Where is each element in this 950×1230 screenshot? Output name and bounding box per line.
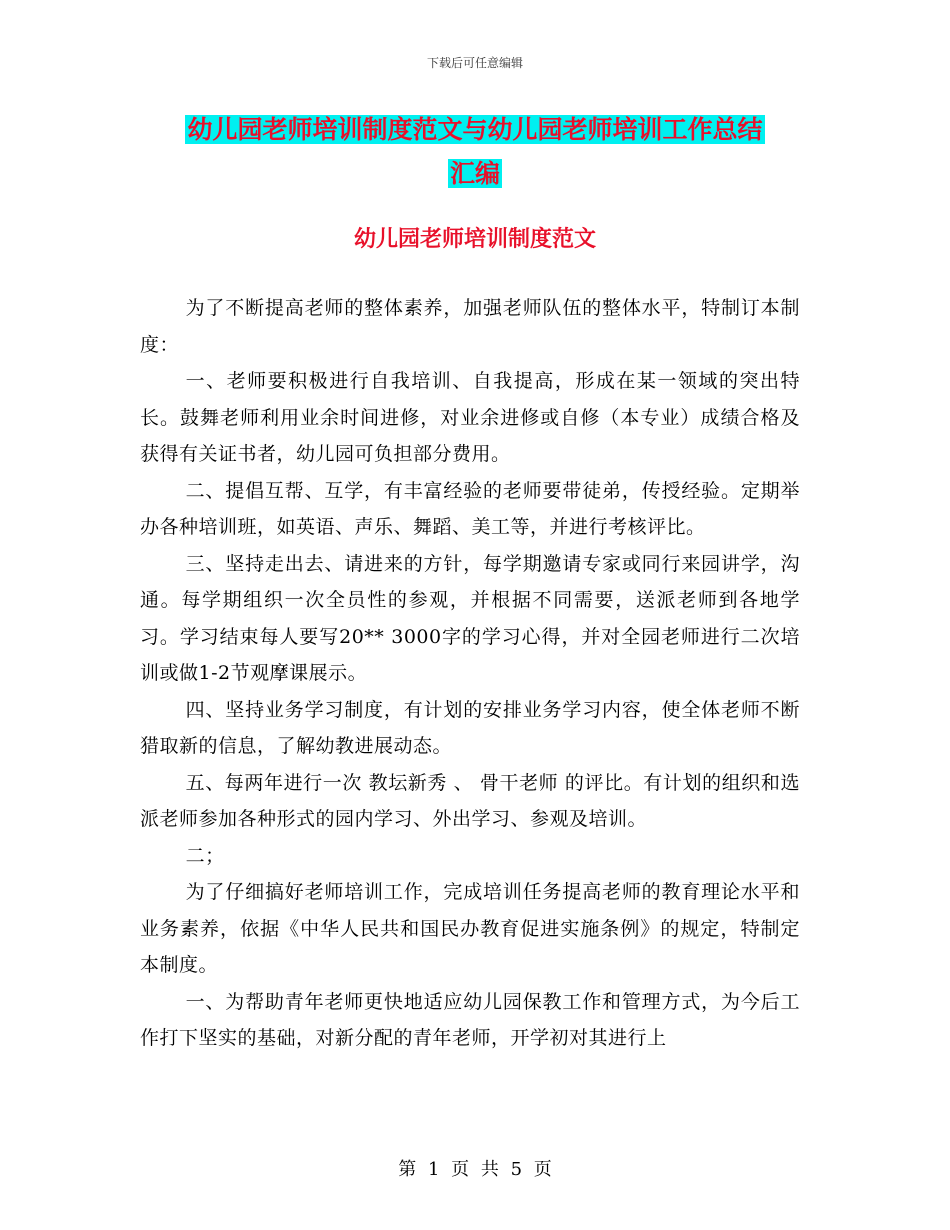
page-header-note: 下载后可任意编辑	[426, 56, 523, 70]
paragraph-part-2-heading: 二；	[185, 844, 225, 867]
document-title-line-1: 幼儿园老师培训制度范文与幼儿园老师培训工作总结	[187, 115, 763, 144]
paragraph-item-5: 五、每两年进行一次 教坛新秀 、 骨干老师 的评比。有计划的组织和选派老师参加各种形式的园内学习、外出学习、参观及培训。	[140, 771, 800, 830]
section-title: 幼儿园老师培训制度范文	[353, 226, 596, 252]
paragraph-item-1: 一、老师要积极进行自我培训、自我提高，形成在某一领域的突出特长。鼓舞老师利用业余时间进修，对业余进修或自修（本专业）成绩合格及获得有关证书者，幼儿园可负担部分费用。	[140, 370, 800, 465]
paragraph-item-2: 二、提倡互帮、互学，有丰富经验的老师要带徒弟，传授经验。定期举办各种培训班，如英语、声乐、舞蹈、美工等，并进行考核评比。	[140, 479, 800, 538]
page-footer: 第 1 页 共 5 页	[398, 1159, 552, 1180]
paragraph-item-4: 四、坚持业务学习制度，有计划的安排业务学习内容，使全体老师不断猎取新的信息，了解幼教进展动态。	[140, 698, 800, 757]
document-body	[140, 290, 800, 1057]
paragraph-item-3: 三、坚持走出去、请进来的方针，每学期邀请专家或同行来园讲学，沟通。每学期组织一次全员性的参观，并根据不同需要，送派老师到各地学习。学习结束每人要写20** 3000字的学习心得，并对全园老师进行二次培训或做1-2节观摩课展示。	[140, 552, 800, 684]
document-title	[140, 108, 810, 196]
paragraph-part-2-intro: 为了仔细搞好老师培训工作，完成培训任务提高老师的教育理论水平和业务素养，依据《中华人民共和国民办教育促进实施条例》的规定，特制定本制度。	[140, 881, 800, 976]
document-title-line-2: 汇编	[449, 159, 500, 188]
paragraph-intro: 为了不断提高老师的整体素养，加强老师队伍的整体水平，特制订本制度：	[140, 297, 800, 356]
paragraph-part-2-item-1: 一、为帮助青年老师更快地适应幼儿园保教工作和管理方式，为今后工作打下坚实的基础，对新分配的青年老师，开学初对其进行上	[140, 990, 800, 1049]
